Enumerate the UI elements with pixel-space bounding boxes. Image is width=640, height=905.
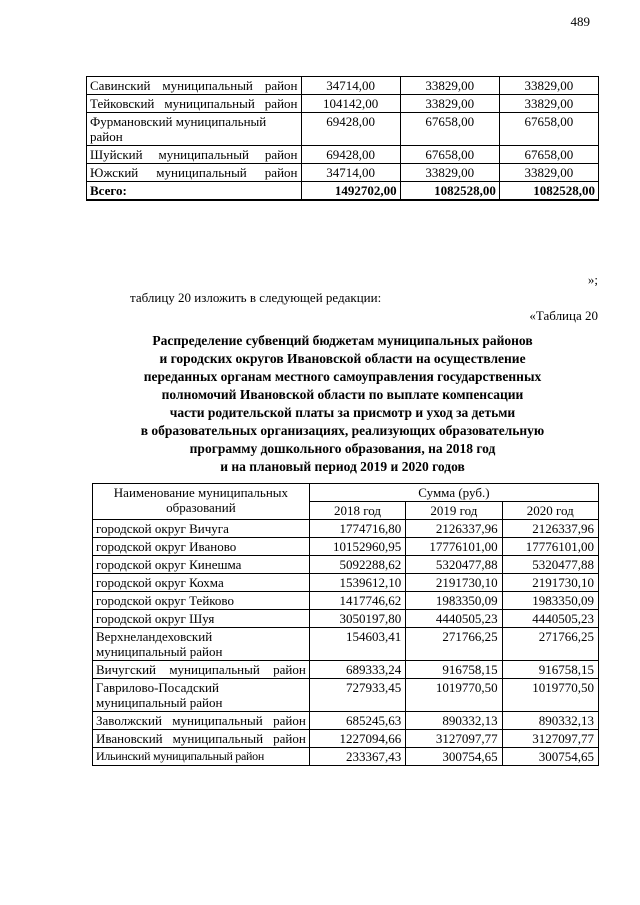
value-2020: 300754,65 bbox=[502, 748, 598, 766]
row-name: Южский муниципальный район bbox=[87, 164, 302, 182]
row-name: Ивановский муниципальный район bbox=[93, 730, 310, 748]
value-2019: 4440505,23 bbox=[406, 610, 502, 628]
header-2020: 2020 год bbox=[502, 502, 598, 520]
table-continuation bbox=[86, 76, 599, 201]
total-2019: 1082528,00 bbox=[400, 182, 499, 201]
table-row bbox=[87, 77, 599, 95]
value-2018: 10152960,95 bbox=[309, 538, 405, 556]
value-2018: 69428,00 bbox=[301, 146, 400, 164]
value-2018: 685245,63 bbox=[309, 712, 405, 730]
row-name: Ильинский муниципальный район bbox=[93, 748, 310, 766]
value-2019: 2191730,10 bbox=[406, 574, 502, 592]
title-line: и на плановый период 2019 и 2020 годов bbox=[220, 459, 465, 474]
row-name: городской округ Иваново bbox=[93, 538, 310, 556]
instruction-text: таблицу 20 изложить в следующей редакции: bbox=[130, 290, 382, 305]
table-row bbox=[93, 556, 599, 574]
value-2018: 1227094,66 bbox=[309, 730, 405, 748]
title-line: в образовательных организациях, реализующих образовательную bbox=[140, 423, 545, 438]
value-2018: 3050197,80 bbox=[309, 610, 405, 628]
value-2018: 1417746,62 bbox=[309, 592, 405, 610]
row-name: городской округ Тейково bbox=[93, 592, 310, 610]
value-2020: 33829,00 bbox=[499, 95, 598, 113]
value-2019: 33829,00 bbox=[400, 95, 499, 113]
header-sum: Сумма (руб.) bbox=[309, 484, 598, 502]
value-2019: 67658,00 bbox=[400, 146, 499, 164]
value-2020: 33829,00 bbox=[499, 77, 598, 95]
table-row bbox=[93, 679, 599, 712]
value-2018: 1774716,80 bbox=[309, 520, 405, 538]
table-row bbox=[93, 538, 599, 556]
table-row bbox=[87, 113, 599, 146]
table-row bbox=[93, 592, 599, 610]
value-2020: 67658,00 bbox=[499, 113, 598, 146]
title-line: и городских округов Ивановской области на осуществление bbox=[159, 351, 526, 366]
title-line: полномочий Ивановской области по выплате компенсации bbox=[161, 387, 524, 402]
value-2020: 3127097,77 bbox=[502, 730, 598, 748]
table-row bbox=[93, 712, 599, 730]
row-name: Верхнеландеховский муниципальный район bbox=[93, 628, 310, 661]
total-2018: 1492702,00 bbox=[301, 182, 400, 201]
row-name: городской округ Шуя bbox=[93, 610, 310, 628]
row-name: Заволжский муниципальный район bbox=[93, 712, 310, 730]
value-2019: 3127097,77 bbox=[406, 730, 502, 748]
table-row bbox=[93, 661, 599, 679]
table-row bbox=[93, 730, 599, 748]
total-row bbox=[87, 182, 599, 201]
row-name: Тейковский муниципальный район bbox=[87, 95, 302, 113]
value-2018: 233367,43 bbox=[309, 748, 405, 766]
value-2019: 33829,00 bbox=[400, 77, 499, 95]
header-2018: 2018 год bbox=[309, 502, 405, 520]
value-2019: 1019770,50 bbox=[406, 679, 502, 712]
value-2019: 300754,65 bbox=[406, 748, 502, 766]
value-2018: 69428,00 bbox=[301, 113, 400, 146]
value-2019: 890332,13 bbox=[406, 712, 502, 730]
value-2018: 689333,24 bbox=[309, 661, 405, 679]
total-label: Всего: bbox=[87, 182, 302, 201]
value-2018: 34714,00 bbox=[301, 77, 400, 95]
table-title bbox=[86, 332, 599, 476]
row-name: городской округ Вичуга bbox=[93, 520, 310, 538]
value-2018: 104142,00 bbox=[301, 95, 400, 113]
table-row bbox=[87, 95, 599, 113]
value-2020: 17776101,00 bbox=[502, 538, 598, 556]
closing-quote: »; bbox=[587, 272, 598, 287]
row-name: Шуйский муниципальный район bbox=[87, 146, 302, 164]
table-row bbox=[93, 520, 599, 538]
value-2020: 4440505,23 bbox=[502, 610, 598, 628]
value-2020: 67658,00 bbox=[499, 146, 598, 164]
value-2019: 1983350,09 bbox=[406, 592, 502, 610]
value-2020: 1983350,09 bbox=[502, 592, 598, 610]
value-2020: 2126337,96 bbox=[502, 520, 598, 538]
value-2019: 2126337,96 bbox=[406, 520, 502, 538]
value-2018: 1539612,10 bbox=[309, 574, 405, 592]
table-label: «Таблица 20 bbox=[529, 308, 598, 323]
table-row bbox=[93, 628, 599, 661]
value-2020: 33829,00 bbox=[499, 164, 598, 182]
title-line: части родительской платы за присмотр и уход за детьми bbox=[169, 405, 516, 420]
value-2020: 5320477,88 bbox=[502, 556, 598, 574]
title-line: Распределение субвенций бюджетам муниципальных районов bbox=[152, 333, 533, 348]
value-2020: 271766,25 bbox=[502, 628, 598, 661]
value-2019: 33829,00 bbox=[400, 164, 499, 182]
value-2020: 890332,13 bbox=[502, 712, 598, 730]
value-2019: 67658,00 bbox=[400, 113, 499, 146]
header-2019: 2019 год bbox=[406, 502, 502, 520]
value-2018: 727933,45 bbox=[309, 679, 405, 712]
value-2020: 916758,15 bbox=[502, 661, 598, 679]
table-row bbox=[87, 146, 599, 164]
subvention-table bbox=[92, 483, 599, 766]
header-row bbox=[93, 484, 599, 502]
total-2020: 1082528,00 bbox=[499, 182, 598, 201]
value-2019: 916758,15 bbox=[406, 661, 502, 679]
title-line: программу дошкольного образования, на 2018 год bbox=[189, 441, 496, 456]
value-2019: 5320477,88 bbox=[406, 556, 502, 574]
page-number: 489 bbox=[570, 14, 590, 29]
table-row bbox=[93, 748, 599, 766]
value-2019: 17776101,00 bbox=[406, 538, 502, 556]
table-row bbox=[93, 610, 599, 628]
table-row bbox=[87, 164, 599, 182]
row-name: Фурмановский муниципальный район bbox=[87, 113, 302, 146]
table-row bbox=[93, 574, 599, 592]
row-name: Савинский муниципальный район bbox=[87, 77, 302, 95]
value-2020: 2191730,10 bbox=[502, 574, 598, 592]
row-name: городской округ Кинешма bbox=[93, 556, 310, 574]
row-name: Вичугский муниципальный район bbox=[93, 661, 310, 679]
value-2018: 34714,00 bbox=[301, 164, 400, 182]
title-line: переданных органам местного самоуправления государственных bbox=[143, 369, 542, 384]
header-name: Наименование муниципальных образований bbox=[93, 484, 310, 520]
row-name: Гаврилово-Посадский муниципальный район bbox=[93, 679, 310, 712]
value-2019: 271766,25 bbox=[406, 628, 502, 661]
value-2018: 5092288,62 bbox=[309, 556, 405, 574]
value-2020: 1019770,50 bbox=[502, 679, 598, 712]
row-name: городской округ Кохма bbox=[93, 574, 310, 592]
value-2018: 154603,41 bbox=[309, 628, 405, 661]
